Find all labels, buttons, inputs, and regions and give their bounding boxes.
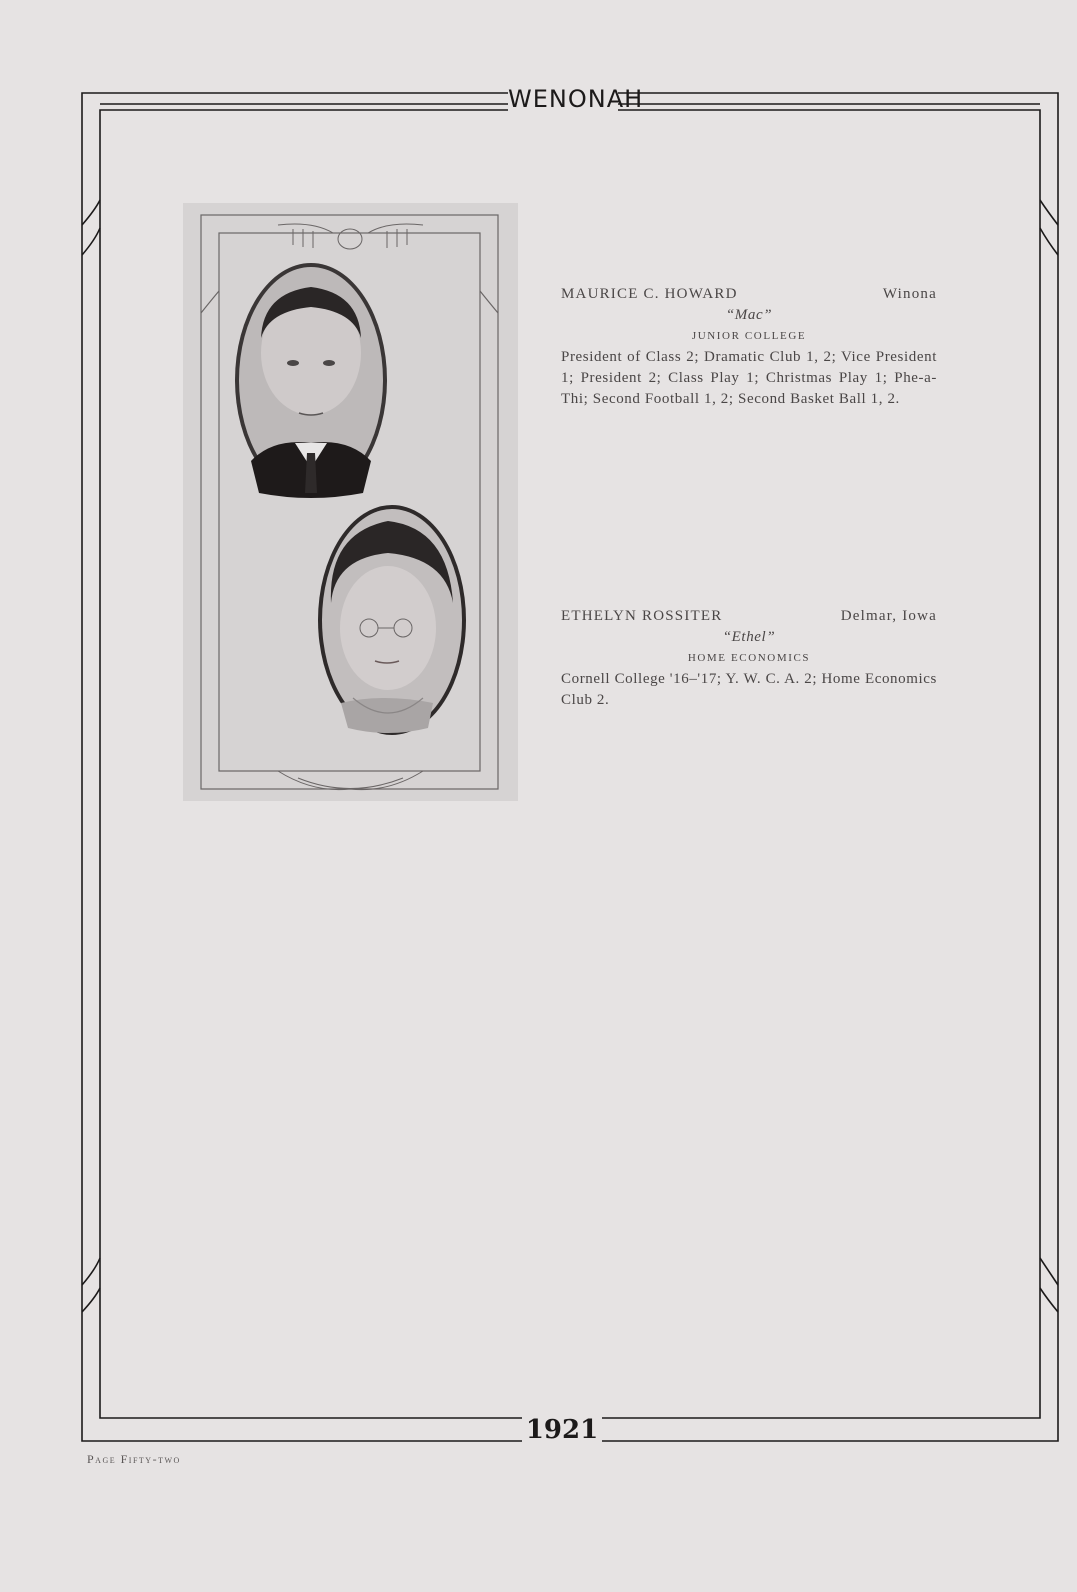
portrait-man bbox=[235, 263, 387, 498]
page-number-label: Page Fifty-two bbox=[87, 1452, 181, 1466]
ornament-bottom-icon bbox=[278, 771, 423, 790]
photo-frame bbox=[183, 203, 518, 801]
entry-header bbox=[561, 606, 937, 627]
student-entry bbox=[561, 284, 937, 410]
student-record: President of Class 2; Dramatic Club 1, 2; Vice President 1; President 2; Class Play 1; Christmas Play 1; Phe-a-Thi; Second Football 1, 2; Second Basket Ball 1, 2. bbox=[561, 349, 937, 407]
student-nickname: “Ethel” bbox=[722, 629, 776, 645]
ornament-top-icon bbox=[278, 224, 423, 249]
student-hometown: Delmar, Iowa bbox=[840, 608, 937, 624]
student-name: MAURICE C. HOWARD bbox=[561, 286, 738, 302]
student-hometown: Winona bbox=[882, 286, 937, 302]
yearbook-title: WENONAH bbox=[508, 85, 644, 113]
student-record: Cornell College '16–'17; Y. W. C. A. 2; Home Economics Club 2. bbox=[561, 671, 937, 708]
student-department: JUNIOR COLLEGE bbox=[691, 330, 807, 342]
student-name: ETHELYN ROSSITER bbox=[561, 608, 723, 624]
entry-header bbox=[561, 284, 937, 305]
student-entry bbox=[561, 606, 937, 711]
photo-panel bbox=[183, 203, 518, 801]
student-nickname: “Mac” bbox=[725, 307, 773, 323]
yearbook-year: 1921 bbox=[522, 1415, 602, 1445]
portrait-woman bbox=[318, 505, 466, 735]
student-department: HOME ECONOMICS bbox=[687, 652, 811, 664]
